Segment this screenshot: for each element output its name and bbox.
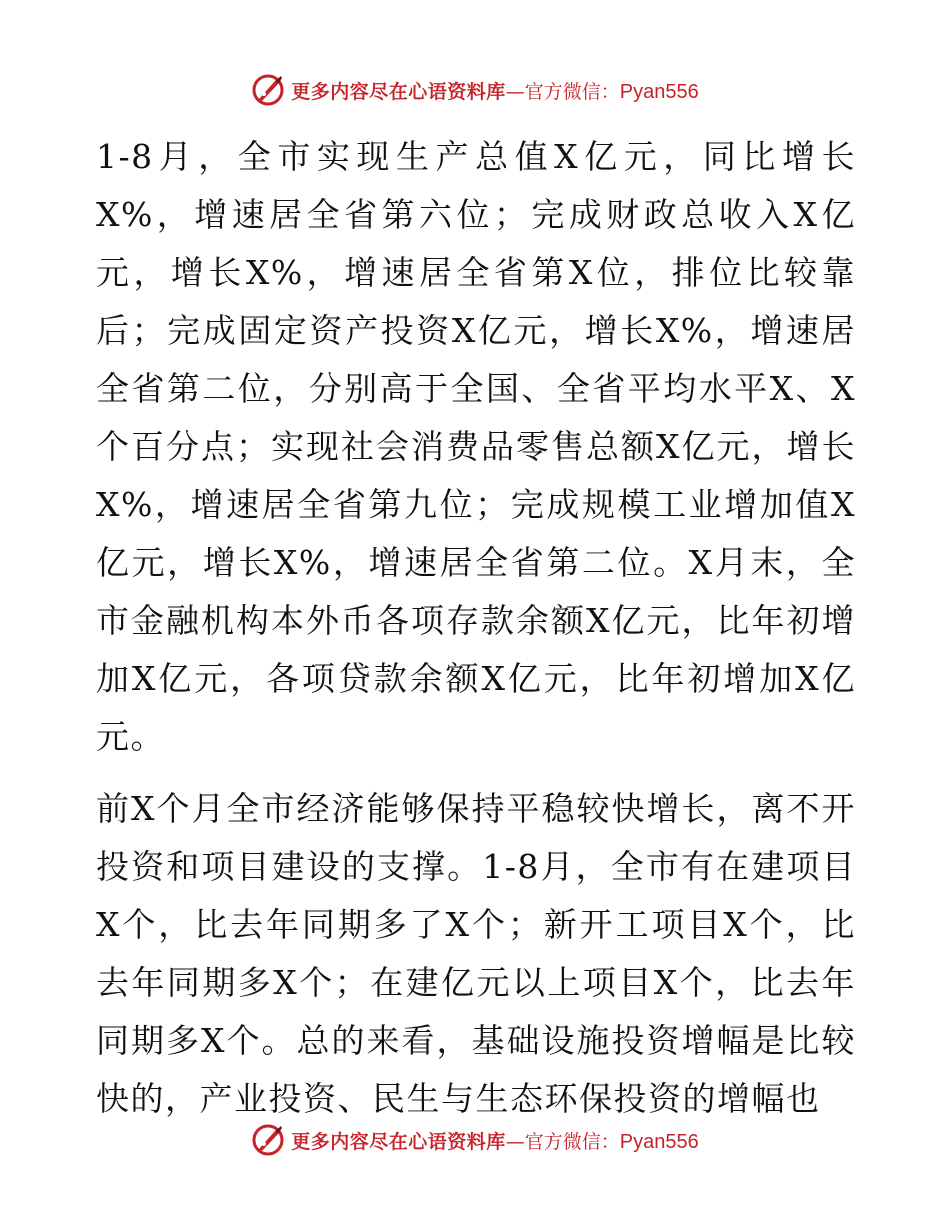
- banner-wechat-id: Pyan556: [619, 1130, 699, 1153]
- banner-wechat-id: Pyan556: [619, 80, 699, 103]
- banner-text: [291, 1127, 699, 1154]
- footer-banner: [0, 1120, 950, 1160]
- paragraph-investment-projects: 前X个月全市经济能够保持平稳较快增长，离不开投资和项目建设的支撑。1-8月，全市有在建项目X个，比去年同期多了X个；新开工项目X个，比去年同期多X个；在建亿元以上项目X个，比去年同期多X个。总的来看，基础设施投资增幅是比较快的，产业投资、民生与生态环保投资的增幅也: [96, 789, 856, 1118]
- quill-pen-seal-icon: [251, 73, 285, 107]
- banner-wechat-label: —官方微信：: [505, 1130, 620, 1153]
- quill-pen-seal-icon: [251, 1123, 285, 1157]
- banner-site-name: 更多内容尽在心语资料库: [291, 1130, 506, 1153]
- banner-wechat-label: —官方微信：: [505, 80, 620, 103]
- paragraph-economic-indicators: 1-8月，全市实现生产总值X亿元，同比增长X%，增速居全省第六位；完成财政总收入X亿元，增长X%，增速居全省第X位，排位比较靠后；完成固定资产投资X亿元，增长X%，增速居全省第二位，分别高于全国、全省平均水平X、X个百分点；实现社会消费品零售总额X亿元，增长X%，增速居全省第九位；完成规模工业增加值X亿元，增长X%，增速居全省第二位。X月末，全市金融机构本外币各项存款余额X亿元，比年初增加X亿元，各项贷款余额X亿元，比年初增加X亿元。: [96, 137, 856, 756]
- banner-site-name: 更多内容尽在心语资料库: [291, 80, 506, 103]
- header-banner: [0, 70, 950, 110]
- banner-text: [291, 77, 699, 104]
- document-body: [96, 128, 856, 1128]
